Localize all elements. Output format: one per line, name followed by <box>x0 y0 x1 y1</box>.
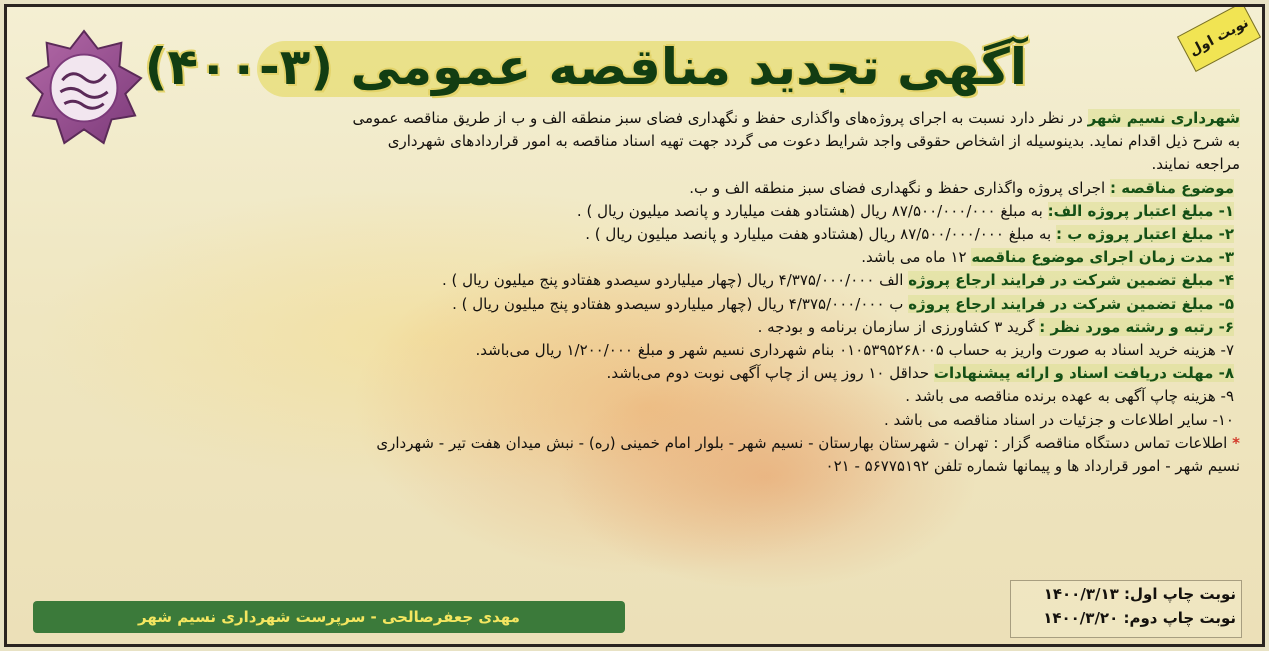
list-item <box>8 316 1240 339</box>
publication-dates <box>1006 582 1236 630</box>
list-item <box>8 339 1240 362</box>
list-item <box>8 362 1240 385</box>
list-item <box>8 409 1240 432</box>
contact-text-1: اطلاعات تماس دستگاه مناقصه گزار : تهران - شهرستان بهارستان - نسیم شهر - بلوار امام خمینی (ره) - نبش میدان هفت تیر - شهرداری <box>376 433 1228 452</box>
list-item <box>8 293 1240 316</box>
item-label: ۲- مبلغ اعتبار پروژه ب : <box>1055 225 1234 244</box>
subject-line <box>8 177 1240 200</box>
item-label: ۴- مبلغ تضمین شرکت در فرایند ارجاع پروژه <box>908 271 1234 290</box>
list-item <box>8 385 1240 408</box>
asterisk-icon: * <box>1232 433 1240 452</box>
subject-label: موضوع مناقصه : <box>1109 178 1234 197</box>
item-text: ۹- هزینه چاپ آگهی به عهده برنده مناقصه می باشد . <box>905 387 1234 406</box>
first-publication-date <box>1006 582 1236 606</box>
second-date-label: نوبت چاپ دوم: <box>1123 609 1236 627</box>
item-text: حداقل ۱۰ روز پس از چاپ آگهی نوبت دوم می‌باشد. <box>606 364 934 383</box>
second-publication-date <box>1006 606 1236 630</box>
contact-line-1 <box>8 432 1240 455</box>
first-date-label: نوبت چاپ اول: <box>1124 585 1236 603</box>
first-publication-badge: نوبت اول <box>1177 4 1261 72</box>
list-item <box>8 269 1240 292</box>
item-text: به مبلغ ۸۷/۵۰۰/۰۰۰/۰۰۰ ریال (هشتادو هفت میلیارد و پانصد میلیون ریال ) . <box>576 201 1048 220</box>
subject-text: اجرای پروژه واگذاری حفظ و نگهداری فضای سبز منطقه الف و ب. <box>689 178 1110 197</box>
list-item <box>8 223 1240 246</box>
intro-line-2: به شرح ذیل اقدام نماید. بدینوسیله از اشخاص حقوقی واجد شرایط دعوت می گردد جهت تهیه اسناد مناقصه به امور قراردادهای شهرداری <box>387 132 1240 151</box>
item-text: ۱۰- سایر اطلاعات و جزئیات در اسناد مناقصه می باشد . <box>884 410 1234 429</box>
contact-line-2: نسیم شهر - امور قرارداد ها و پیمانها شماره تلفن ۵۶۷۷۵۱۹۲ - ۰۲۱ <box>825 457 1240 476</box>
list-item <box>8 200 1240 223</box>
item-text: ب ۴/۳۷۵/۰۰۰/۰۰۰ ریال (چهار میلیاردو سیصدو هفتادو پنج میلیون ریال ) . <box>452 294 909 313</box>
organization-name: شهرداری نسیم شهر <box>1087 109 1240 127</box>
item-text: الف ۴/۳۷۵/۰۰۰/۰۰۰ ریال (چهار میلیاردو سیصدو هفتادو پنج میلیون ریال ) . <box>441 271 909 290</box>
list-item <box>8 246 1240 269</box>
tender-advertisement <box>4 4 1265 647</box>
first-date-value: ۱۴۰۰/۳/۱۳ <box>1043 585 1119 603</box>
item-text: به مبلغ ۸۷/۵۰۰/۰۰۰/۰۰۰ ریال (هشتادو هفت میلیارد و پانصد میلیون ریال ) . <box>585 225 1056 244</box>
item-label: ۱- مبلغ اعتبار پروژه الف: <box>1047 201 1234 220</box>
intro-line-3: مراجعه نمایند. <box>1151 155 1240 174</box>
ad-body <box>8 107 1240 478</box>
signature-banner: مهدی جعفرصالحی - سرپرست شهرداری نسیم شهر <box>33 601 625 633</box>
item-text: ۷- هزینه خرید اسناد به صورت واریز به حساب ۰۱۰۵۳۹۵۲۶۸۰۰۵ بنام شهرداری نسیم شهر و مبلغ ۱/۲۰۰/۰۰۰ ریال می‌باشد. <box>475 341 1234 360</box>
intro-line-1 <box>8 107 1240 130</box>
item-text: گرید ۳ کشاورزی از سازمان برنامه و بودجه . <box>757 317 1040 336</box>
second-date-value: ۱۴۰۰/۳/۲۰ <box>1043 609 1119 627</box>
item-text: ۱۲ ماه می باشد. <box>861 248 972 267</box>
ad-title: آگهی تجدید مناقصه عمومی (۳-۴۰۰) <box>144 38 1027 96</box>
intro-text-1: در نظر دارد نسبت به اجرای پروژه‌های واگذاری حفظ و نگهداری فضای سبز منطقه الف و ب از طریق مناقصه عمومی <box>352 109 1088 127</box>
item-label: ۶- رتبه و رشته مورد نظر : <box>1039 317 1234 336</box>
item-label: ۸- مهلت دریافت اسناد و ارائه پیشنهادات <box>933 364 1234 383</box>
item-label: ۵- مبلغ تضمین شرکت در فرایند ارجاع پروژه <box>908 294 1234 313</box>
item-label: ۳- مدت زمان اجرای موضوع مناقصه <box>971 248 1234 267</box>
